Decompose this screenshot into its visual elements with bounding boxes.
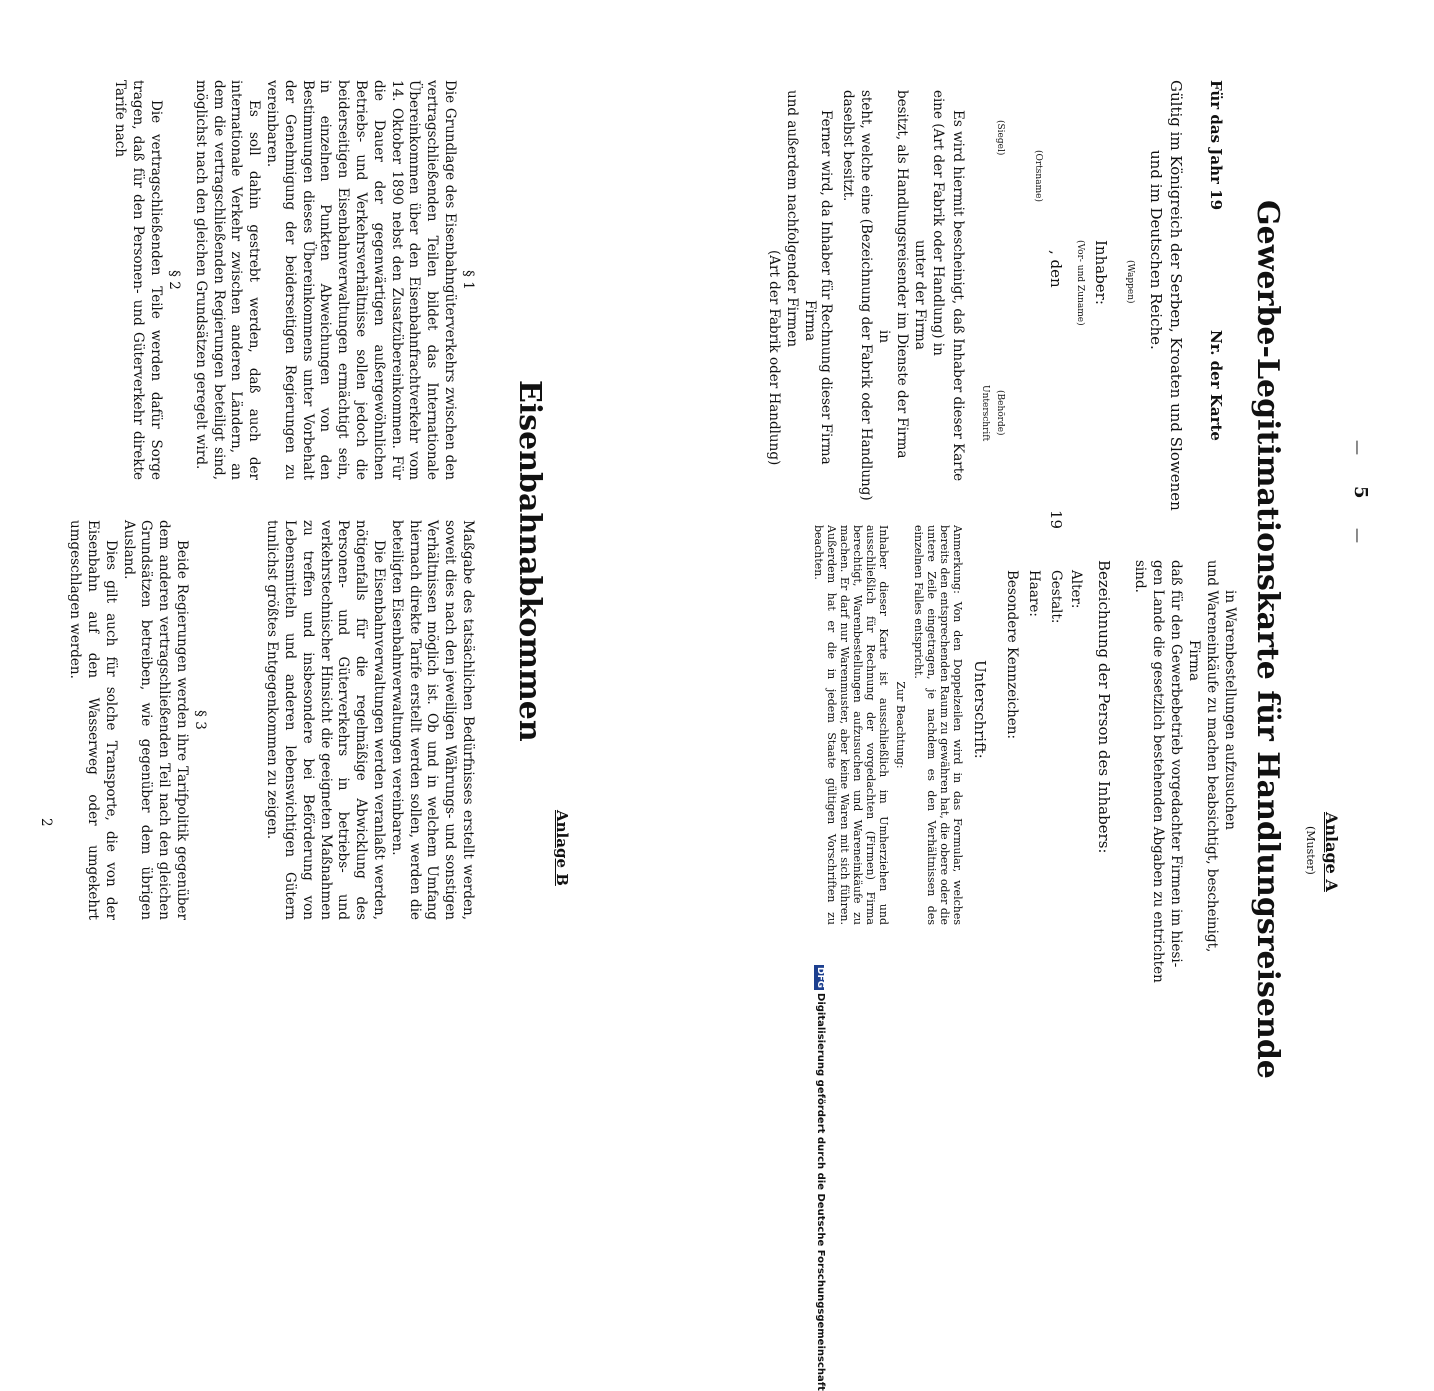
section-3-heading: § 3 <box>192 710 208 730</box>
card-body-line: unter der Firma <box>912 240 928 350</box>
card-body-line: besitzt, als Handlungsreisender im Dienste der Firma <box>894 90 910 459</box>
year-label: Für das Jahr 19 <box>1207 80 1225 211</box>
anmerkung-text: Anmerkung: Von den Doppelzeilen wird in das Formular, welches bereits den entsprechenden Raum zu gewähren hat, die obere oder die untere Zeile eingetragen, je nachdem es den Verhältnissen des einzelnen Falles entspricht. <box>912 525 964 925</box>
card-body-line: Firma <box>802 300 818 341</box>
anlage-a-sub: (Muster) <box>1304 826 1317 875</box>
card-right-line: Firma <box>1186 640 1202 681</box>
beachtung-note <box>812 525 890 925</box>
header-dash-right: — <box>1349 528 1367 543</box>
person-field: Besondere Kennzeichen: <box>1004 570 1020 740</box>
section-2-p1-cont: Maßgabe des tatsächlichen Bedürfnisses erstellt werden, soweit dies nach den jeweiligen Währungs- und sonstigen Verhältnissen möglich ist. Ob und in welchem Umfang hiernach direkte Tarife erstellt werden sollen, werden die beteiligten Eisenbahnverwaltungen vereinbaren. <box>388 520 476 920</box>
section-2-p1: Die vertragschließenden Teile werden dafür Sorge tragen, daß für den Personen- und Güterverkehr direkte Tarife nach <box>112 80 164 480</box>
agreement-title: Eisenbahnabkommen <box>512 380 547 742</box>
validity-line-2: und im Deutschen Reiche. <box>1147 150 1165 350</box>
section-3-p1: Beide Regierungen werden ihre Tarifpolitik gegenüber dem anderen vertragschließenden Teil nach den gleichen Grundsätzen betreiben, wie gegenüber dem übrigen Ausland. <box>120 520 190 920</box>
card-body-line: Es wird hiermit bescheinigt, daß Inhaber dieser Karte <box>950 110 966 482</box>
unterschrift-small: Unterschrift <box>980 385 990 442</box>
section-3-p2: Dies gilt auch für solche Transporte, die von der Eisenbahn auf den Wasserweg oder umgekehrt umgeschlagen werden. <box>67 520 119 920</box>
card-body-line: steht, welche eine (Bezeichnung der Fabrik oder Handlung) <box>858 90 874 501</box>
section-1-p1: Die Grundlage des Eisenbahngüterverkehrs zwischen den vertragschließenden Teilen bildet das Internationale Übereinkommen über den Eisenbahnfrachtverkehr vom 14. Oktober 1890 nebst den Zusatzübereinkommen. Für die Dauer der gegenwärtigen außergewöhnlichen Betriebs- und Verkehrsverhältnisse sollen jedoch die beiderseitigen Eisenbahnverwaltungen ermächtigt sein, in einzelnen Punkten Abweichungen von den Bestimmungen dieses Übereinkommens unter Vorbehalt der Genehmigung der beiderseitigen Regierungen zu vereinbaren. <box>264 80 458 480</box>
card-right-line: in Warenbestellungen aufzusuchen <box>1222 590 1238 830</box>
card-right-line: daß für den Gewerbebetrieb vorgedachter Firmen im hiesi- <box>1168 560 1184 968</box>
person-heading: Bezeichnung der Person des Inhabers: <box>1095 560 1113 854</box>
section-2-heading: § 2 <box>166 270 182 290</box>
card-right-line: sind. <box>1132 560 1148 593</box>
wappen-label: (Wappen) <box>1125 260 1135 304</box>
beachtung-text: Inhaber dieser Karte ist ausschließlich im Umherziehen und ausschließlich für Rechnung der vorgedachten (Firmen) Firma berechtigt, Warenbestellungen aufzusuchen und Wareneinkäufe zu machen. Er darf nur Warenmuster, aber keine Waren mit sich führen. Außerdem hat er die in jedem Staate gültigen Vorschriften zu beachten. <box>812 525 890 925</box>
behoerde-label: (Behörde) <box>995 390 1005 436</box>
card-body-line: daselbst besitzt. <box>840 90 856 202</box>
section-1-heading: § 1 <box>460 270 476 290</box>
anlage-b-label: Anlage B <box>553 810 571 886</box>
signature-mark: 2 <box>38 818 54 827</box>
card-body-line: Ferner wird, da Inhaber für Rechnung dieser Firma <box>818 110 834 465</box>
digitization-footer <box>814 965 826 1391</box>
card-body-line: eine (Art der Fabrik oder Handlung) in <box>930 90 946 356</box>
siegel-label: (Siegel) <box>995 120 1005 156</box>
anmerkung-note <box>912 525 964 925</box>
date-year-19: 19 <box>1047 510 1065 530</box>
name-field-label: (Vor- und Zuname) <box>1075 240 1085 326</box>
anlage-a-label: Anlage A <box>1322 812 1341 892</box>
header-dash-left: — <box>1349 440 1367 455</box>
card-right-line: und Wareneinkäufe zu machen beabsichtigt, bescheinigt, <box>1204 560 1220 953</box>
den-label: , den <box>1047 250 1065 288</box>
card-body-line: in <box>876 330 892 344</box>
footer-text: Digitalisierung gefördert durch die Deutsche Forschungsgemeinschaft <box>815 993 826 1391</box>
section-2-text <box>111 80 164 480</box>
beachtung-title: Zur Beachtung: <box>894 681 907 769</box>
card-body-line: (Art der Fabrik oder Handlung) <box>766 250 782 466</box>
section-1-p2: Es soll dahin gestrebt werden, daß auch der internationale Verkehr zwischen anderen Ländern, an dem die vertragschließenden Regierungen beteiligt sind, möglichst nach den gleichen Grundsätzen geregelt wird. <box>192 80 263 480</box>
ortsname-label: (Ortsname) <box>1033 150 1043 202</box>
dfg-logo-icon: DFG <box>815 967 825 989</box>
unterschrift-label: Unterschrift: <box>971 660 989 759</box>
validity-line-1: Gültig im Königreich der Serben, Kroaten und Slowenen <box>1167 80 1185 511</box>
section-1-text <box>191 80 458 480</box>
page-number: 5 <box>1350 486 1371 499</box>
section-2-continued <box>262 520 476 920</box>
card-title: Gewerbe-Legitimationskarte für Handlungsreisende <box>1250 200 1285 1079</box>
person-field: Haare: <box>1026 570 1042 617</box>
card-body-line: und außerdem nachfolgender Firmen <box>784 90 800 348</box>
person-field: Gestalt: <box>1048 570 1064 624</box>
section-3-text <box>65 520 190 920</box>
card-right-line: gen Lande die gesetzlich bestehenden Abgaben zu entrichten <box>1150 560 1166 983</box>
person-field: Alter: <box>1068 570 1084 609</box>
section-2-p2: Die Eisenbahnverwaltungen werden veranlaßt werden, nötigenfalls für die regelmäßige Abwicklung des Personen- und Güterverkehrs in betriebs- und verkehrstechnischer Hinsicht die geeigneten Maßnahmen zu treffen und insbesondere bei Beförderung von Lebensmitteln und anderen lebenswichtigen Gütern tunlichst größtes Entgegenkommen zu zeigen. <box>264 520 388 920</box>
card-number-label: Nr. der Karte <box>1207 330 1225 441</box>
inhaber-label: Inhaber: <box>1092 240 1110 305</box>
